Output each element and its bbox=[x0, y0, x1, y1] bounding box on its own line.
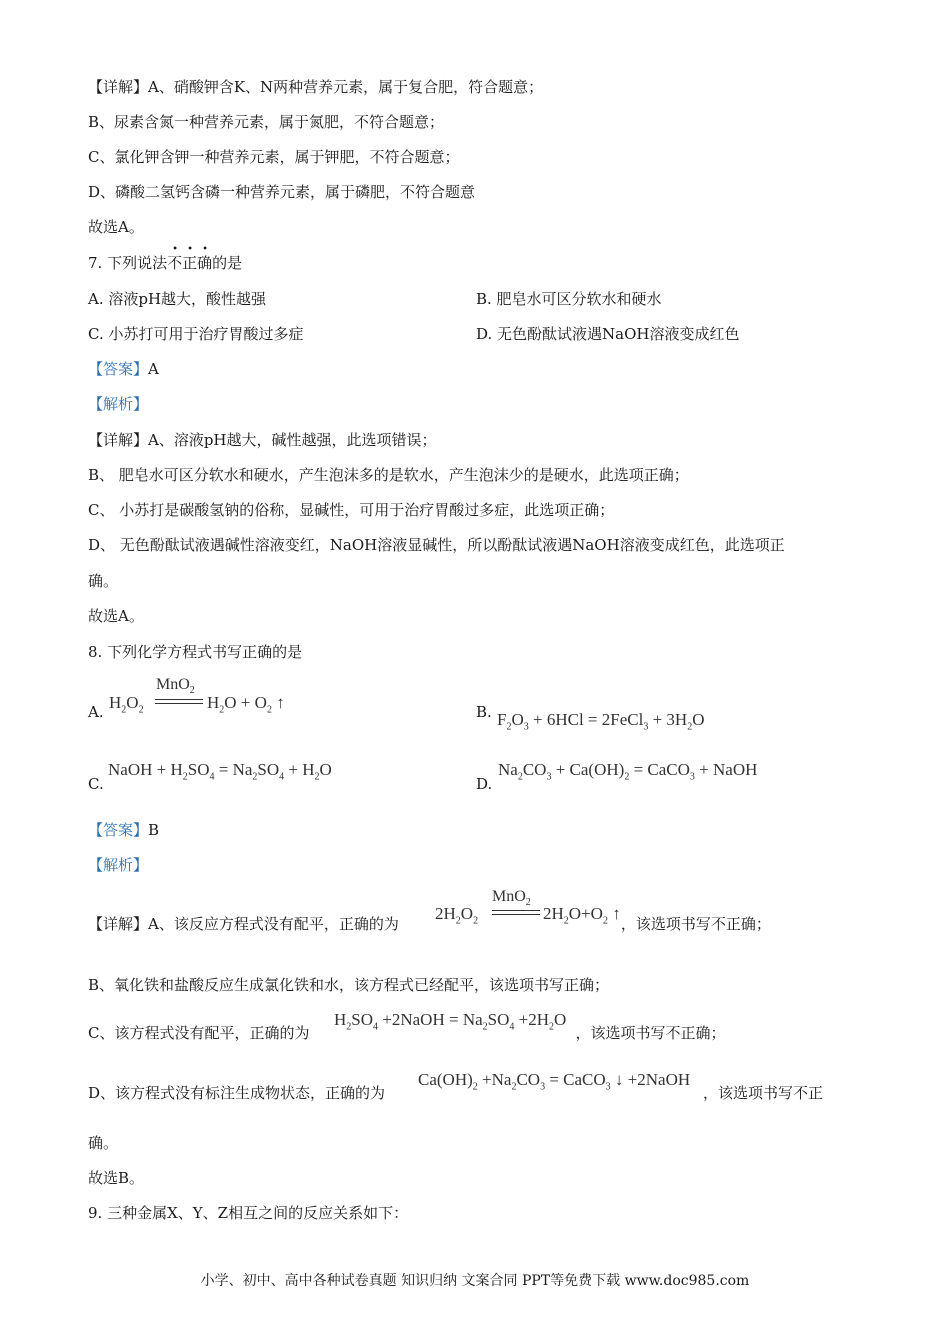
option-b-label: B. bbox=[476, 703, 492, 721]
detail-line: D、 无色酚酞试液遇碱性溶液变红，NaOH溶液显碱性，所以酚酞试液遇NaOH溶液变成红色，此选项正 bbox=[88, 536, 785, 554]
detail-line-a bbox=[88, 914, 771, 934]
equation-b: $F_2O_3 + 6HCl$ = 2FeCl$_3$ + $3H_2O$ bbox=[497, 710, 705, 733]
paragraph: D、磷酸二氢钙含磷一种营养元素，属于磷肥，不符合题意 bbox=[88, 183, 476, 201]
option-b: B. 肥皂水可区分软水和硬水 bbox=[476, 290, 662, 308]
equation-c-corrected: $H_2SO_4$ +2NaOH = $Na_2SO_4 +2H_2O$ bbox=[334, 1010, 567, 1033]
detail-line: C、 小苏打是碳酸氢钠的俗称，显碱性，可用于治疗胃酸过多症，此选项正确； bbox=[88, 501, 615, 519]
conclusion: 故选B。 bbox=[88, 1169, 145, 1187]
detail-text: ，该选项书写不正确； bbox=[575, 1024, 726, 1042]
detail-line: 确。 bbox=[88, 572, 119, 590]
paragraph: B、尿素含氮一种营养元素，属于氮肥，不符合题意； bbox=[88, 113, 445, 131]
equation-d: $Na_2CO_3 + Ca(OH)_2$ = CaCO$_3$ + NaOH bbox=[498, 760, 758, 783]
emphasis-text: • • • 不正确 bbox=[167, 244, 213, 272]
question-9-stem: 9. 三种金属X、Y、Z相互之间的反应关系如下： bbox=[88, 1204, 409, 1222]
detail-text: C、该方程式没有配平，正确的为 bbox=[88, 1024, 310, 1042]
analysis-label: 【解析】 bbox=[88, 856, 149, 874]
stem-text: 7. 下列说法 bbox=[88, 254, 168, 272]
answer-label: 【答案】 bbox=[88, 821, 149, 839]
equation-c: NaOH + $H_2SO_4 = Na_2SO_4 + H_2O$ bbox=[108, 760, 332, 783]
emphasis-label: 不正确 bbox=[167, 254, 213, 272]
paragraph: 【详解】A、硝酸钾含K、N两种营养元素，属于复合肥，符合题意； bbox=[88, 78, 544, 96]
paragraph: C、氯化钾含钾一种营养元素，属于钾肥，不符合题意； bbox=[88, 148, 460, 166]
question-7-stem bbox=[88, 244, 243, 273]
option-c-label: C. bbox=[88, 775, 104, 793]
conclusion: 故选A。 bbox=[88, 607, 144, 625]
stem-text: 的是 bbox=[212, 254, 243, 272]
option-d: D. 无色酚酞试液遇NaOH溶液变成红色 bbox=[476, 325, 740, 343]
equation-d-corrected: $Ca(OH)_2 +Na_2CO_3$ = CaCO$_3$ ↓ +2NaOH bbox=[418, 1070, 691, 1093]
conclusion: 故选A。 bbox=[88, 218, 144, 236]
option-a-label: A. bbox=[88, 703, 104, 721]
answer-line bbox=[88, 820, 159, 840]
detail-text: ，该选项书写不正 bbox=[703, 1084, 824, 1102]
answer-label: 【答案】 bbox=[88, 360, 149, 378]
answer-line bbox=[88, 359, 159, 379]
option-a: A. 溶液pH越大，酸性越强 bbox=[88, 290, 267, 308]
answer-value: B bbox=[148, 821, 160, 839]
detail-line: B、氧化铁和盐酸反应生成氯化铁和水，该方程式已经配平，该选项书写正确； bbox=[88, 976, 610, 994]
analysis-label: 【解析】 bbox=[88, 395, 149, 413]
detail-text: ，该选项书写不正确； bbox=[620, 915, 771, 933]
answer-value: A bbox=[148, 360, 159, 378]
detail-line: 确。 bbox=[88, 1134, 119, 1152]
page-footer: 小学、初中、高中各种试卷真题 知识归纳 文案合同 PPT等免费下载 www.doc985.com bbox=[200, 1273, 750, 1289]
detail-line: 【详解】A、溶液pH越大，碱性越强，此选项错误； bbox=[88, 431, 437, 449]
option-c: C. 小苏打可用于治疗胃酸过多症 bbox=[88, 325, 304, 343]
document-page: 【详解】A、硝酸钾含K、N两种营养元素，属于复合肥，符合题意； B、尿素含氮一种营养元素，属于氮肥，不符合题意； C、氯化钾含钾一种营养元素，属于钾肥，不符合题意； D、磷酸二氢钙含磷一种营养元素，属于磷肥，不符合题意 故选A。 7. 下列说法 • • • 不正确的是 A. 溶液pH越大，酸性越强 B. 肥皂水可区分软水和硬水 C. 小苏打可用于治疗胃酸过多症 D. 无色酚酞试液遇NaOH溶液变成红色 【答案】A 【解析】 【详解】A、溶液pH越大，碱性越强，此选项错误； B、 肥皂水可区分软水和硬水，产生泡沫多的是软水，产生泡沫少的是硬水，此选项正确； C、 小苏打是碳酸氢钠的俗称，显碱性，可用于治疗胃酸过多症，此选项正确； D、 无色酚酞试液遇碱性溶液变红，NaOH溶液显碱性，所以酚酞试液遇NaOH溶液变成红色，此选项正 确。 故选A。 8. 下列化学方程式书写正确的是 A. $H_2O_2$ MnO$_2$ $H_2O + O_2$ ↑ B. $F_2O_3 + 6HCl$ = 2FeCl$_3$ + $3H_2O$ C. NaOH + $H_2SO_4 = Na_2SO_4 + H_2O$ D. $Na_2CO_3 + Ca(OH)_2$ = CaCO$_3$ + NaOH 【答案】B 【解析】 【详解】A、该反应方程式没有配平，正确的为 ，该选项书写不正确； $2H_2O_2$ MnO$_2$ $2H_2O+O_2$ ↑ B、氧化铁和盐酸反应生成氯化铁和水，该方程式已经配平，该选项书写正确； C、该方程式没有配平，正确的为 ，该选项书写不正确； $H_2SO_4$ +2NaOH = $Na_2SO_4 +2H_2O$ D、该方程式没有标注生成物状态，正确的为 ，该选项书写不正 $Ca(OH)_2 +Na_2CO_3$ = CaCO$_3$ ↓ +2NaOH 确。 故选B。 9. 三种金属X、Y、Z相互之间的反应关系如下： 小学、初中、高中各种试卷真题 知识归纳 文案合同 PPT等免费下载 www.doc985.com bbox=[0, 0, 950, 1344]
option-d-label: D. bbox=[476, 775, 493, 793]
question-8-stem: 8. 下列化学方程式书写正确的是 bbox=[88, 643, 303, 661]
detail-line: B、 肥皂水可区分软水和硬水，产生泡沫多的是软水，产生泡沫少的是硬水，此选项正确； bbox=[88, 466, 689, 484]
detail-text: 【详解】A、该反应方程式没有配平，正确的为 bbox=[88, 915, 399, 933]
detail-text: D、该方程式没有标注生成物状态，正确的为 bbox=[88, 1084, 386, 1102]
